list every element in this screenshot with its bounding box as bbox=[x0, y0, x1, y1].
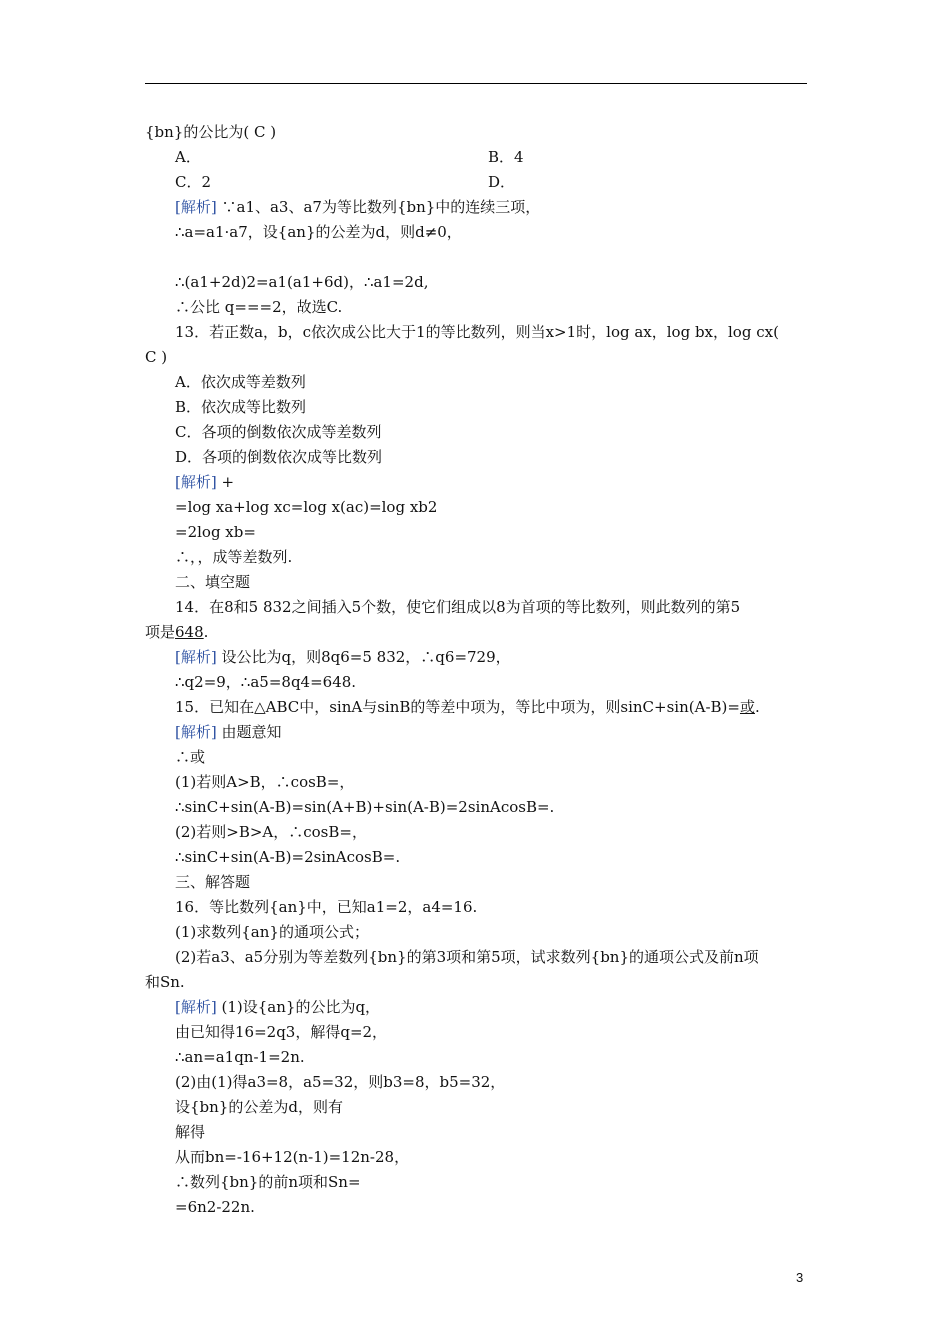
q14-answer: 648 bbox=[175, 623, 204, 641]
text-line: (2)若则>B>A，∴cosB=， bbox=[175, 823, 367, 841]
text-line: D．各项的倒数依次成等比数列 bbox=[175, 448, 383, 466]
text-line: 从而bn=-16+12(n-1)=12n-28， bbox=[175, 1148, 410, 1166]
page-number: 3 bbox=[796, 1270, 804, 1285]
analysis-tag: [解析] bbox=[175, 723, 217, 741]
option-b: B．4 bbox=[488, 148, 524, 166]
text-line: C ) bbox=[145, 348, 168, 366]
text-line: (1)若则A>B，∴cosB=， bbox=[175, 773, 355, 791]
text-line: ∴sinC+sin(A-B)=2sinAcosB=. bbox=[175, 848, 401, 866]
analysis-tag: [解析] bbox=[175, 998, 217, 1016]
text-line: ∴(a1+2d)2=a1(a1+6d)，∴a1=2d, bbox=[175, 273, 429, 291]
text-line: =6n2-22n. bbox=[175, 1198, 255, 1216]
text-line: 设{bn}的公差为d，则有 bbox=[175, 1098, 343, 1116]
analysis-15 bbox=[175, 722, 282, 742]
text-line: 14．在8和5 832之间插入5个数，使它们组成以8为首项的等比数列，则此数列的第5 bbox=[175, 598, 741, 616]
analysis-text: 设公比为q，则8q6=5 832，∴q6=729， bbox=[221, 648, 511, 666]
text-line: (1)求数列{an}的通项公式； bbox=[175, 923, 369, 941]
option-d: D． bbox=[488, 173, 516, 191]
text-line: (2)由(1)得a3=8，a5=32，则b3=8，b5=32， bbox=[175, 1073, 506, 1091]
text-line: =log xa+log xc=log x(ac)=log xb2 bbox=[175, 498, 438, 516]
text-line: ∴或 bbox=[175, 748, 206, 766]
option-a: A． bbox=[175, 148, 201, 166]
text-line: A．依次成等差数列 bbox=[175, 373, 306, 391]
text-line: ∴q2=9，∴a5=8q4=648. bbox=[175, 673, 357, 691]
q15-answer: 或 bbox=[739, 698, 755, 716]
analysis-14 bbox=[175, 647, 511, 667]
analysis-text: + bbox=[221, 473, 235, 491]
text-line: ∴，，成等差数列. bbox=[175, 548, 293, 566]
header-rule bbox=[145, 83, 807, 84]
q15-text: 15．已知在△ABC中，sinA与sinB的等差中项为，等比中项为，则sinC+sin(A-B)= bbox=[175, 698, 740, 716]
q14-suffix: . bbox=[203, 623, 209, 641]
analysis-text: ∵a1、a3、a7为等比数列{bn}中的连续三项， bbox=[221, 198, 541, 216]
analysis-text: (1)设{an}的公比为q， bbox=[221, 998, 381, 1016]
q14-prefix: 项是 bbox=[145, 623, 176, 641]
text-line: B．依次成等比数列 bbox=[175, 398, 307, 416]
text-line: C．各项的倒数依次成等差数列 bbox=[175, 423, 382, 441]
text-line: 二、填空题 bbox=[175, 573, 251, 591]
text-line: (2)若a3、a5分别为等差数列{bn}的第3项和第5项，试求数列{bn}的通项公式及前n项 bbox=[175, 948, 759, 966]
analysis-tag: [解析] bbox=[175, 198, 217, 216]
text-line: 和Sn. bbox=[145, 973, 185, 991]
option-c: C．2 bbox=[175, 173, 212, 191]
q15-line bbox=[175, 697, 760, 717]
text-line: 解得 bbox=[175, 1123, 206, 1141]
text-line: ∴公比 q===2，故选C. bbox=[175, 298, 343, 316]
text-line: ∴an=a1qn-1=2n. bbox=[175, 1048, 305, 1066]
text-line: ∴数列{bn}的前n项和Sn= bbox=[175, 1173, 361, 1191]
q15-suffix: . bbox=[754, 698, 760, 716]
analysis-12-cont: ∴a=a1·a7，设{an}的公差为d，则d≠0， bbox=[175, 223, 462, 241]
text-line: ∴sinC+sin(A-B)=sin(A+B)+sin(A-B)=2sinAcosB=. bbox=[175, 798, 555, 816]
q14-answer-line bbox=[145, 622, 208, 642]
text-line: 13．若正数a，b，c依次成公比大于1的等比数列，则当x>1时，log ax，log bx，log cx( bbox=[175, 323, 779, 341]
text-line: 16．等比数列{an}中，已知a1=2，a4=16. bbox=[175, 898, 478, 916]
text-line: {bn}的公比为( C ) bbox=[145, 123, 277, 141]
analysis-text: 由题意知 bbox=[221, 723, 282, 741]
text-line: 由已知得16=2q3，解得q=2， bbox=[175, 1023, 388, 1041]
analysis-12 bbox=[175, 197, 540, 217]
analysis-tag: [解析] bbox=[175, 648, 217, 666]
analysis-tag: [解析] bbox=[175, 473, 217, 491]
text-line: 三、解答题 bbox=[175, 873, 251, 891]
text-line: =2log xb= bbox=[175, 523, 256, 541]
analysis-16 bbox=[175, 997, 380, 1017]
analysis-13 bbox=[175, 472, 234, 492]
